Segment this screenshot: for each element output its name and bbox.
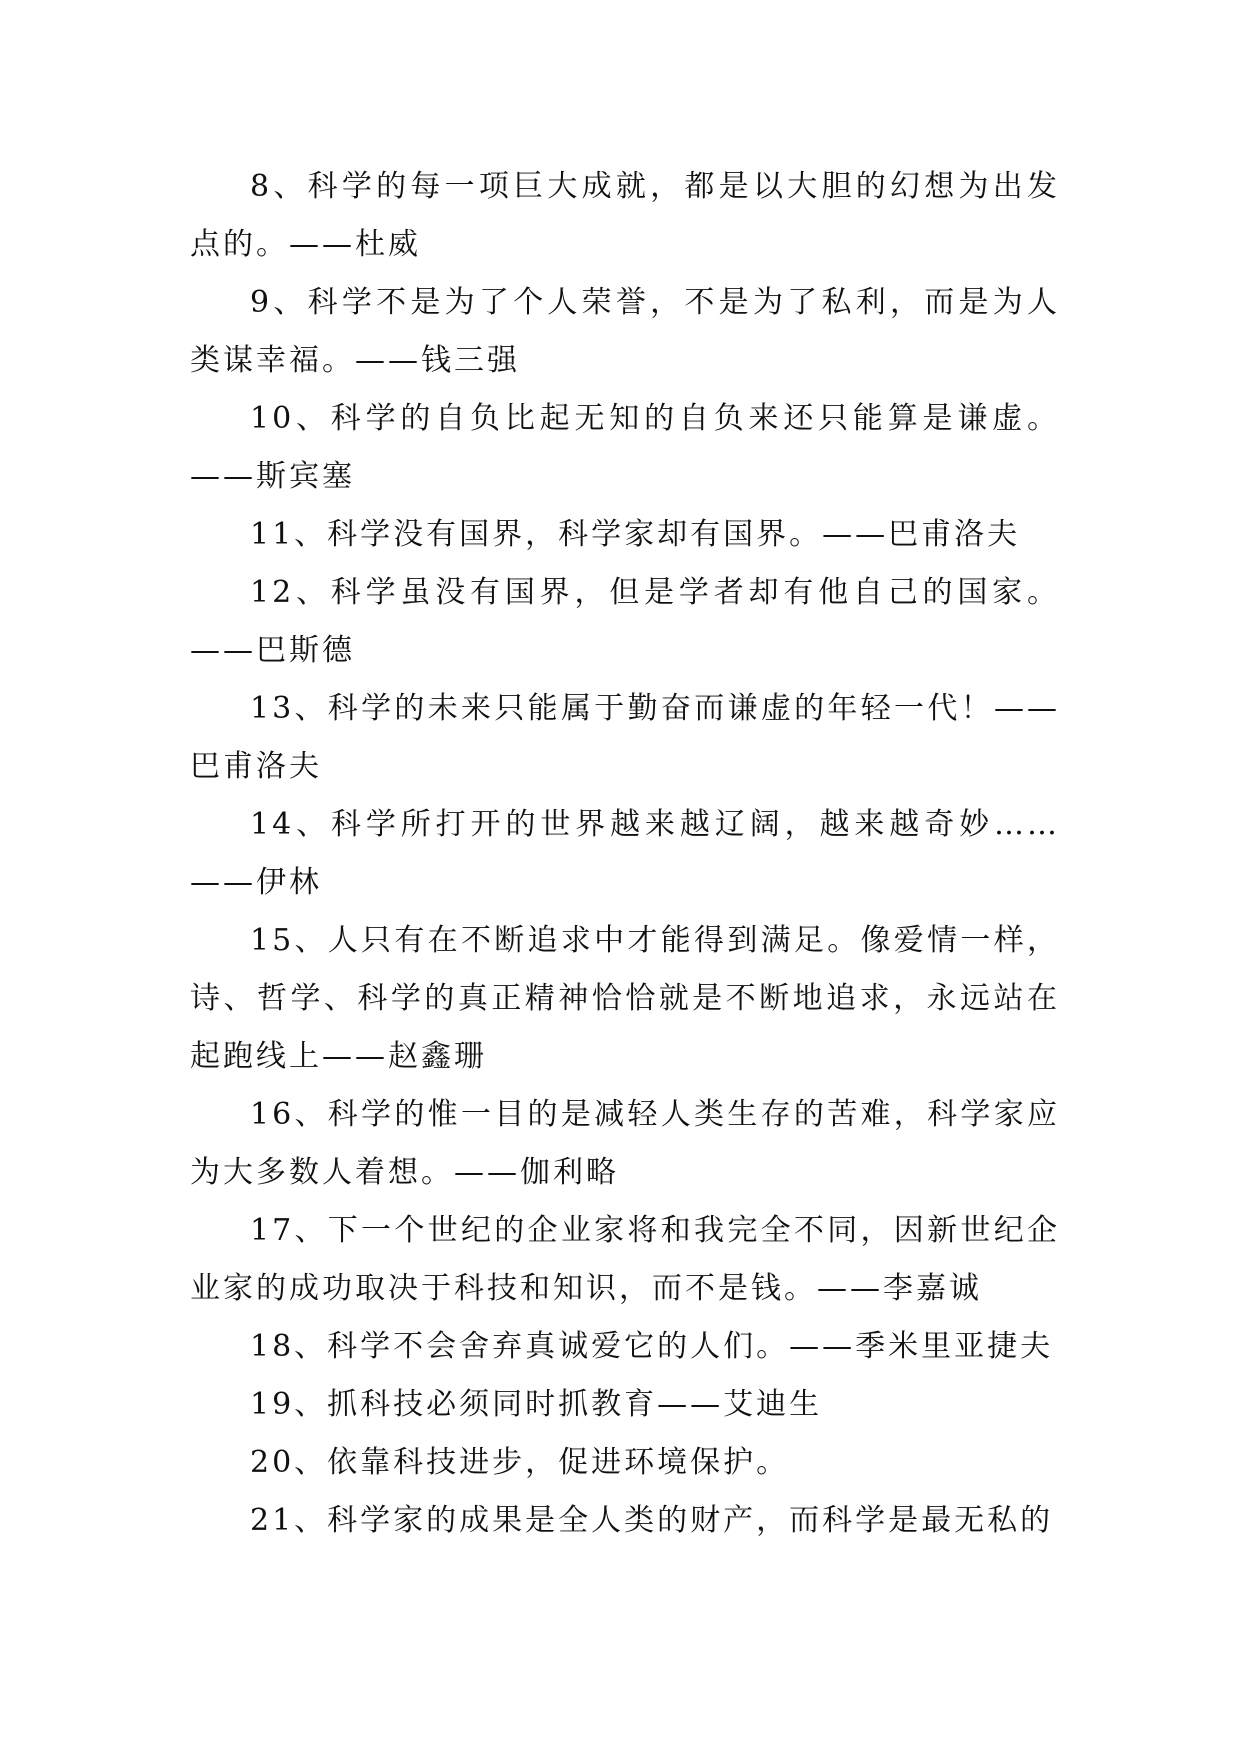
quote-paragraph: 16、科学的惟一目的是减轻人类生存的苦难，科学家应为大多数人着想。——伽利略 [190,1097,1060,1190]
quote-paragraph: 18、科学不会舍弃真诚爱它的人们。——季米里亚捷夫 [250,1329,1054,1364]
quote-paragraph: 14、科学所打开的世界越来越辽阔，越来越奇妙……——伊林 [190,807,1060,900]
quote-paragraph: 13、科学的未来只能属于勤奋而谦虚的年轻一代！——巴甫洛夫 [190,691,1060,784]
quote-paragraph: 11、科学没有国界，科学家却有国界。——巴甫洛夫 [250,517,1021,552]
quote-list [190,158,1060,1550]
quote-paragraph: 20、依靠科技进步，促进环境保护。 [250,1445,790,1480]
quote-paragraph: 12、科学虽没有国界，但是学者却有他自己的国家。——巴斯德 [190,575,1060,668]
quote-paragraph: 8、科学的每一项巨大成就，都是以大胆的幻想为出发点的。——杜威 [190,169,1060,262]
quote-paragraph: 19、抓科技必须同时抓教育——艾迪生 [250,1387,823,1422]
quote-paragraph: 21、科学家的成果是全人类的财产，而科学是最无私的 [250,1503,1054,1538]
quote-paragraph: 15、人只有在不断追求中才能得到满足。像爱情一样，诗、哲学、科学的真正精神恰恰就是不断地追求，永远站在起跑线上——赵鑫珊 [190,923,1060,1074]
quote-paragraph: 17、下一个世纪的企业家将和我完全不同，因新世纪企业家的成功取决于科技和知识，而不是钱。——李嘉诚 [190,1213,1060,1306]
quote-paragraph: 10、科学的自负比起无知的自负来还只能算是谦虚。——斯宾塞 [190,401,1060,494]
quote-paragraph: 9、科学不是为了个人荣誉，不是为了私利，而是为人类谋幸福。——钱三强 [190,285,1060,378]
